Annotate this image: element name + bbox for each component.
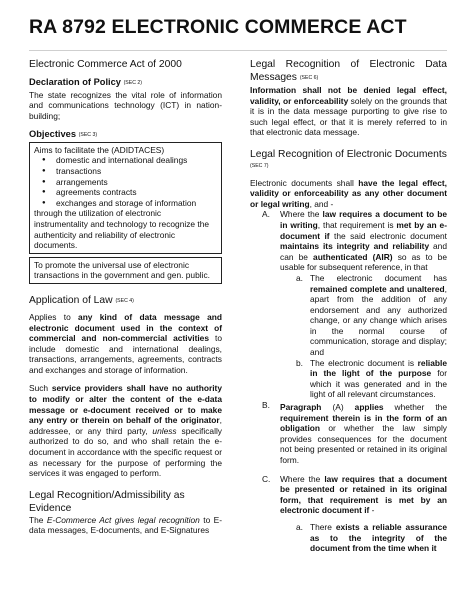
- list-marker: C.: [262, 473, 271, 484]
- sub-item: a. The electronic document has remained complete and unaltered, apart from the addition of any endorsement and any authorized change, or any change which arises in the normal course of communication, storage and display; and: [296, 272, 447, 358]
- list-item: ● agreements contracts: [56, 187, 217, 198]
- objectives-after: through the utilization of electronic instrumentality and technology to recognize the authenticity and reliability of electronic documents.: [34, 208, 210, 251]
- list-marker: b.: [296, 357, 303, 368]
- list-marker: B.: [262, 400, 270, 411]
- list-item: ● transactions: [56, 166, 217, 177]
- policy-body: The state recognizes the vital role of information and communications technology (ICT) in nation-building;: [29, 89, 222, 121]
- objectives-heading: Objectives (SEC 3): [29, 129, 98, 140]
- list-item-b: B. Paragraph (A) applies whether the requirement therein is in the form of an obligation or whether the law simply provides consequences for the document not being presented or retained in its original form.: [262, 400, 447, 465]
- list-item: ● domestic and international dealings: [56, 155, 217, 166]
- right-column: [250, 58, 447, 554]
- edocs-sec: (SEC 7): [250, 162, 269, 169]
- objectives-box: [29, 142, 222, 254]
- edocs-list: [250, 209, 447, 553]
- objectives-list: [34, 155, 217, 208]
- left-column: [29, 58, 222, 536]
- list-marker: A.: [262, 209, 270, 220]
- policy-heading: Declaration of Policy (SEC 2): [29, 77, 143, 87]
- admissibility-heading: Legal Recognition/Admissibility as Evidence: [29, 489, 185, 514]
- list-item: ● exchanges and storage of information: [56, 198, 217, 209]
- application-para-2: Such service providers shall have no authority to modify or alter the content of the e-data message or e-document received or to make any entry or therein on behalf of the originator, addressee, or any third party, unless specifically authorized to do so, and who shall retain the e-document in accordance with the specific request or as necessary for the purpose of performing the services it was engaged to perform.: [29, 383, 222, 479]
- list-item-a: A. Where the law requires a document to be in writing, that requirement is met by an e-document if the said electronic document maintains its integrity and reliability and can be authenticated (AIR) so as to be usable for subsequent reference, in that a. The electronic document has remained complete and unaltered, apart from the addition of any endorsement and any authorized change, or any change which arises in the normal course of communication, storage and display; and b. The electronic document is reliable in the light of the purpose for which it was generated and in the light of all relevant circumstances.: [262, 209, 448, 400]
- sub-item: a. There exists a reliable assurance as to the integrity of the document from the time when it: [296, 521, 447, 554]
- objectives-box2-text: To promote the universal use of electronic transactions in the government and gen. public.: [34, 259, 210, 281]
- sublist-a: [280, 273, 447, 400]
- data-message-body: Information shall not be denied legal effect, validity, or enforceability solely on the grounds that it is in the data message purporting to give rise to such legal effect, or that it is merely referred to in that electronic data message.: [250, 85, 447, 138]
- doc-title: Electronic Commerce Act of 2000: [29, 59, 182, 70]
- list-item: ● arrangements: [56, 177, 217, 188]
- edocs-heading: Legal Recognition of Electronic Documents: [250, 148, 447, 160]
- edocs-intro: Electronic documents shall have the legal effect, validity or enforceability as any other document or legal writing, and -: [250, 177, 447, 209]
- objectives-box-2: [29, 257, 222, 284]
- data-message-heading: Legal Recognition of Electronic Data Messages (SEC 6): [250, 59, 447, 83]
- list-marker: a.: [296, 521, 303, 532]
- application-para-1: Applies to any kind of data message and electronic document used in the context of commercial and non-commercial activities to include domestic and international dealings, transactions, arrangements, agreements, contracts and exchanges and storage of information.: [29, 311, 222, 375]
- objectives-intro: Aims to facilitate the (ADIDTACES): [34, 144, 165, 155]
- sublist-c: [280, 516, 447, 554]
- list-marker: a.: [296, 272, 303, 283]
- page-title: RA 8792 ELECTRONIC COMMERCE ACT: [29, 16, 407, 38]
- application-heading: Application of Law (SEC 4): [29, 294, 134, 306]
- title-divider: [29, 50, 447, 51]
- list-item-c: C. Where the law requires that a document be presented or retained in its original form, that requirement is met by an electronic document if - a. There exists a reliable assurance as to the integrity of the document from the time when it: [262, 473, 447, 554]
- sub-item: b. The electronic document is reliable in the light of the purpose for which it was generated and in the light of all relevant circumstances.: [296, 357, 447, 400]
- admissibility-body: The E-Commerce Act gives legal recognition to E-data messages, E-documents, and E-Signatures: [29, 514, 223, 536]
